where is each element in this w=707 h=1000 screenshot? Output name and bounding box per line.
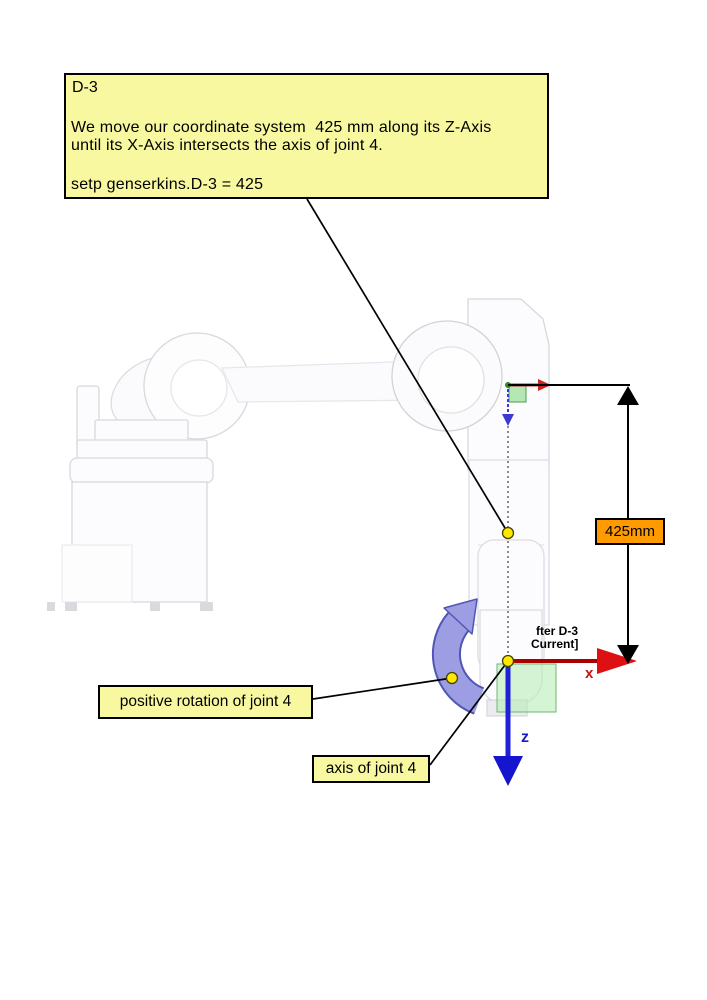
robot-base-illustration: [47, 333, 250, 611]
label-current-frame: [531, 624, 579, 651]
label-425mm: 425mm: [595, 518, 665, 545]
frame-square-top: [509, 386, 526, 402]
dot-on-rotation-arc: [447, 673, 458, 684]
note-title: D-3: [72, 79, 98, 96]
robot-collar: [77, 440, 207, 459]
note-command: setp genserkins.D-3 = 425: [71, 176, 264, 193]
label-axis-of-joint4: axis of joint 4: [312, 755, 430, 783]
robot-forearm-illustration: [392, 299, 549, 716]
note-box-d3: [64, 73, 549, 199]
robot-flange: [70, 458, 213, 483]
robot-shoulder-hub: [171, 360, 227, 416]
dot-joint4-origin: [503, 656, 514, 667]
label-current-frame-line1: fter D-3: [536, 624, 579, 638]
dimension-arrow-up: [617, 386, 639, 405]
robot-neck: [95, 420, 188, 441]
robot-front-panel: [62, 545, 132, 602]
label-positive-rotation: positive rotation of joint 4: [98, 685, 313, 719]
robot-elbow-hub: [418, 347, 484, 413]
note-body-line2: until its X-Axis intersects the axis of joint 4.: [71, 137, 383, 154]
label-current-frame-line2: Current]: [531, 637, 579, 651]
z-axis-letter: z: [521, 729, 529, 746]
note-body-line1: We move our coordinate system 425 mm along its Z-Axis: [71, 119, 492, 136]
robot-feet: [47, 602, 213, 611]
rotation-arrow: [444, 599, 479, 701]
leader-rotation-label: [313, 678, 452, 699]
z-axis-arrowhead: [493, 756, 523, 786]
x-axis-letter: x: [585, 665, 594, 682]
rotation-arc-band: [446, 621, 479, 701]
dot-on-z-trace: [503, 528, 514, 539]
